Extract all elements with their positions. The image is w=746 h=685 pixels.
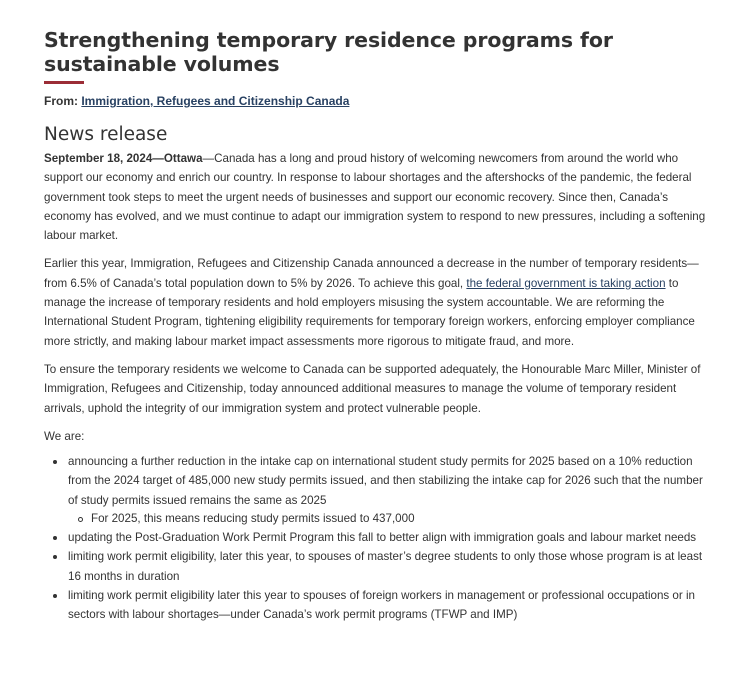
paragraph-we-are: We are: [44, 429, 85, 443]
paragraph-announcement: To ensure the temporary residents we welcome to Canada can be supported adequately, the Honourable Marc Miller, Minister of Immigration, Refugees and Citizenship, today announced additional measures to manage the volume of temporary resident arrivals, uphold the integrity of our immigration system and protect vulnerable people. [44, 362, 701, 415]
list-item [44, 528, 708, 547]
circle-bullet-icon [78, 517, 83, 522]
dateline: September 18, 2024—Ottawa [44, 152, 203, 165]
intro-text: —Canada has a long and proud history of welcoming newcomers from around the world who support our economy and enrich our country. In response to labour shortages and the aftershocks of the pandemic, the federal government took steps to meet the urgent needs of businesses and support our economic recovery. Since then, Canada’s economy has evolved, and we must continue to adapt our immigration system to respond to new pressures, including a softening labour market. [44, 152, 706, 243]
paragraph-intro [44, 149, 708, 245]
taking-action-link[interactable]: the federal government is taking action [466, 276, 666, 290]
reduction-text-after: to manage the increase of temporary residents and hold employers misusing the system accountable. We are reforming the International Student Program, tightening eligibility requirements for temporary foreign workers, enforcing employer compliance more strictly, and making labour market impact assessments more rigorous to mitigate fraud, and more. [44, 276, 695, 348]
sub-list-item [68, 510, 708, 528]
list-item [44, 452, 708, 528]
bullet-icon [53, 536, 57, 540]
bullet-icon [53, 460, 57, 464]
measure-text: updating the Post-Graduation Work Permit Program this fall to better align with immigration goals and labour market needs [68, 531, 697, 545]
measure-text: limiting work permit eligibility later this year to spouses of foreign workers in management or professional occupations or in sectors with labour shortages—under Canada’s work permit programs (TFWP and IMP) [68, 588, 695, 622]
measure-text: announcing a further reduction in the intake cap on international student study permits for 2025 based on a 10% reduction from the 2024 target of 485,000 new study permits issued, and then stabilizing the intake cap for 2026 such that the number of study permits issued remains the same as 2025 [68, 455, 703, 507]
page-title: Strengthening temporary residence programs for sustainable volumes [44, 28, 613, 76]
list-item [44, 547, 708, 586]
measures-list [44, 452, 708, 624]
bullet-icon [53, 594, 57, 598]
reduction-text-before: Earlier this year, Immigration, Refugees and Citizenship Canada announced a decrease in the number of temporary residents—from 6.5% of Canada’s total population down to 5% by 2026. To achieve this goal, [44, 257, 699, 290]
article [44, 28, 708, 625]
paragraph-reduction [44, 254, 708, 350]
list-item [44, 586, 708, 625]
from-line [44, 93, 708, 109]
from-label: From: [44, 94, 78, 108]
sub-measure-text: For 2025, this means reducing study permits issued to 437,000 [91, 512, 415, 526]
bullet-icon [53, 555, 57, 559]
measure-text: limiting work permit eligibility, later this year, to spouses of master’s degree students to only those whose program is at least 16 months in duration [68, 550, 703, 583]
section-heading: News release [44, 124, 168, 145]
department-link[interactable]: Immigration, Refugees and Citizenship Canada [81, 94, 350, 108]
title-underline-rule [44, 81, 84, 84]
sub-list [68, 510, 708, 528]
